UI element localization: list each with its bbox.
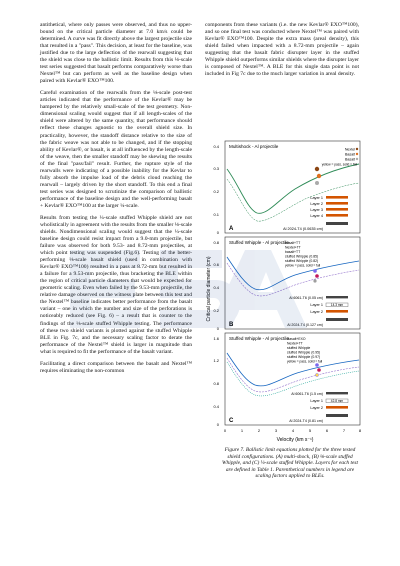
- figure-7: [205, 139, 365, 444]
- layer-label: Al 6061-T6 (0.05 cm): [289, 296, 323, 300]
- data-point: [313, 269, 317, 273]
- data-point: [315, 363, 319, 367]
- x-tick: 5: [308, 428, 312, 433]
- panel-c: [213, 333, 360, 427]
- layer-bar: [326, 296, 348, 298]
- legend-entry: stuffed Whipple: [287, 346, 311, 350]
- legend-entry: Basalt: [345, 152, 355, 157]
- data-point: [315, 167, 319, 171]
- layer-bar: [326, 208, 348, 211]
- x-tick: 1: [240, 428, 244, 433]
- panel-letter: C: [229, 418, 234, 424]
- legend-marker: [356, 158, 358, 160]
- legend-entry: stuffed Whipple (0.82): [285, 259, 319, 263]
- panel-b: [213, 237, 360, 331]
- legend-entry: Nextel+TT: [285, 245, 301, 250]
- y-tick: 1.2: [213, 358, 219, 363]
- y-tick: 0: [216, 326, 219, 331]
- rearwall-bar: [326, 414, 348, 417]
- panel-title: Stuffed Whipple - Al projectile: [229, 336, 289, 341]
- x-tick: 0: [223, 428, 227, 433]
- legend-note: yellow = pass, solid = fail: [321, 162, 357, 167]
- data-point: [315, 274, 319, 278]
- paragraph: Facilitating a direct comparison between the basalt and Nextel™ requires eliminating the non-common: [40, 360, 192, 374]
- panel-a: [213, 141, 360, 235]
- paragraph: antithetical, where only passes were observed, and thus no upper-bound on the critical particle diameter at 7.0 km/s could be determined. A curve was fit directly above the largest projectile size that resulted in a "pass". This decision, at least for the baseline, was justified due to the large deflection of the rearwall suggesting that the shield was close to the ballistic limit. Results from this ⅛-scale test series suggested that basalt performs comparatively worse than Nextel™ but can perform as well as the baseline design when paired with Kevlar® EXO™100.: [40, 22, 192, 85]
- rearwall-bar: [326, 222, 348, 225]
- legend-marker: [356, 153, 358, 155]
- y-tick: 0.1: [213, 212, 219, 217]
- panel-title: Stuffed Whipple - Al projectile: [229, 240, 289, 245]
- y-tick: 0.2: [213, 189, 219, 194]
- right-text-column: [205, 22, 359, 83]
- data-point: [317, 174, 321, 178]
- layer-label: Al 6061-T6 (1.5 cm): [291, 392, 323, 396]
- data-point: [313, 279, 316, 282]
- legend-entry: Nextel+TT: [287, 341, 303, 346]
- x-tick: 4: [291, 428, 295, 433]
- rearwall-label: Al 2024-T4 (0.127 cm): [287, 323, 323, 327]
- x-axis: [224, 428, 362, 433]
- x-tick: 2: [257, 428, 261, 433]
- y-axis-title: Critical particle diameter (cm): [206, 256, 212, 322]
- x-tick: 3: [274, 428, 278, 433]
- layer-label: Layer 1: [310, 196, 323, 200]
- y-tick: 0: [216, 422, 219, 427]
- legend-entry: stuffed Whipple (0.95): [287, 350, 321, 355]
- layer-label: Layer 3: [310, 208, 323, 212]
- layer-bar: [326, 310, 348, 313]
- data-point: [315, 373, 318, 376]
- paragraph: Careful examination of the rearwalls from the ⅛-scale post-test articles indicated that the performance of the Kevlar® may be hampered by the relatively small-scale of the test geometry. Non-dimensional scaling would suggest that if all length-scales of the shield were altered by the same quantity, that performance should reflect these changes agnostic to the overall shield size. In practicality, however, the standoff distance relative to the size of the fabric weave was not able to be changed, and if the stopping ability of Kevlar®, or basalt, is at all influenced by the length-scale of the weave, then the smaller standoff may be skewing the results of the final "pass/fail" result. Further, the rupture style of the rearwalls were indicating of a possible inability for the Kevlar to fully absorb the impulse load of the debris cloud reaching the rearwall – largely driven by the short standoff. To this end a final test series was designed to scrutinize the comparison of ballistic performance of the baseline design and the well-performing basalt + Kevlar® EXO™100 at the larger ¼-scale.: [40, 90, 192, 209]
- x-axis-title: Velocity (km s⁻¹): [276, 437, 314, 443]
- legend-entry: Basalt: [345, 157, 355, 162]
- layer-label: Layer 1: [310, 399, 323, 403]
- layer-bar: [326, 214, 348, 217]
- legend-entry: stuffed Whipple (0.85): [285, 254, 319, 259]
- data-point: [317, 368, 321, 372]
- y-tick: 0.8: [213, 240, 219, 245]
- paragraph: components from these variants (i.e. the new Kevlar® EXO™100), and so one final test was conducted where Nextel™ was paired with Kevlar® EXO™100. Despite the extra mass (areal density), this shield failed when impacted with a 8.72-mm projectile – again suggesting that the basalt fabric disrupter layer in the stuffed Whipple shield outperforms similar shields where the disrupter layer is composed of Nextel™. A BLE for this single data point is not included in Fig 7c due to the much larger variation in areal density.: [205, 22, 359, 78]
- y-tick: 0.4: [213, 404, 219, 409]
- layer-label: Layer 2: [310, 310, 323, 314]
- thickness-label: 42.8 mm: [330, 399, 344, 403]
- thickness-label: 14.3 mm: [330, 303, 344, 307]
- y-tick: 0.6: [213, 262, 219, 267]
- layer-label: Layer 4: [310, 214, 323, 218]
- legend-entry: Basalt+EXO: [287, 337, 306, 341]
- layer-bar: [326, 196, 348, 199]
- left-text-column: [40, 22, 192, 379]
- layer-label: Layer 2: [310, 202, 323, 206]
- y-tick: 0.8: [213, 381, 219, 386]
- y-tick: 1.6: [213, 336, 219, 341]
- legend-entry: stuffed Whipple (0.97): [287, 355, 321, 359]
- legend-marker: [356, 148, 358, 150]
- rearwall-bar: [326, 318, 348, 321]
- x-tick: 6: [325, 428, 329, 433]
- figure-caption: Figure 7. Ballistic limit equations plotted for the three tested shield configurations. (A) multi-shock, (B) ⅛-scale stuffed Whipple, and (C) ¼-scale stuffed Whipple. Layers for each test are defined in Table 1. Parenthetical numbers in legend are scaling factors applied to BLEs.: [222, 447, 358, 480]
- y-tick: 0.3: [213, 166, 219, 171]
- legend-entry: basalt+TT: [285, 250, 301, 254]
- legend-note: yellow = pass, solid = fail: [285, 263, 321, 268]
- panel-letter: A: [229, 226, 234, 232]
- data-point: [315, 181, 319, 185]
- legend-note: yellow = pass, solid = fail: [287, 359, 323, 364]
- layer-label: Layer 2: [310, 406, 323, 410]
- legend-entry: basalt+TT: [285, 241, 301, 245]
- y-tick: 0.4: [213, 285, 219, 290]
- x-tick: 8: [358, 428, 362, 433]
- rearwall-label: Al 2024-T4 (0.0635 cm): [283, 227, 323, 231]
- layer-bar: [326, 202, 348, 205]
- y-tick: 0.4: [213, 144, 219, 149]
- paragraph: Results from testing the ¼-scale stuffed Whipple shield are not wholistically in agreement with the results from the smaller ⅛-scale shields. Nondimensional scaling would suggest that the ¼-scale baseline design could resist impact from a 9.0-mm projectile, but failure was observed for both 9.53- and 8.72-mm projectiles, at which point testing was suspended (Fig.6). Testing of the better-performing ⅛-scale basalt shield (used in combination with Kevlar® EXO™100) resulted in a pass at 8.72-mm but resulted in a failure for a 9.53-mm projectile, thus bracketing the BLE within the region of critical particle diameters that would be expected for geometric scaling. Even when failed by the 9.53-mm projectile, the relative damage observed on the witness plate between this test and the Nextel™ baseline indicates better performance from the basalt variant – one in which the number and size of the perforations is noticeably reduced (see Fig. 6) – a result that is counter to the findings of the ⅛-scale stuffed Whipple testing. The performance of these two shield variants is plotted against the stuffed Whipple BLE in Fig. 7c, and the necessary scaling factor to derate the performance of the Nextel™ shield is larger in magnitude than what is required to fit the performance of the basalt variant.: [40, 214, 192, 355]
- x-tick: 7: [342, 428, 346, 433]
- rearwall-label: Al 2024-T4 (0.81 cm): [289, 419, 323, 423]
- layer-bar: [326, 406, 348, 409]
- panel-title: Multishock - Al projectile: [229, 144, 279, 149]
- y-tick: 0.2: [213, 308, 219, 313]
- legend-entry: Nextel: [344, 147, 355, 152]
- y-tick: 0: [216, 230, 219, 235]
- layer-label: Layer 1: [310, 303, 323, 307]
- layer-bar: [326, 392, 348, 394]
- panel-letter: B: [229, 322, 234, 328]
